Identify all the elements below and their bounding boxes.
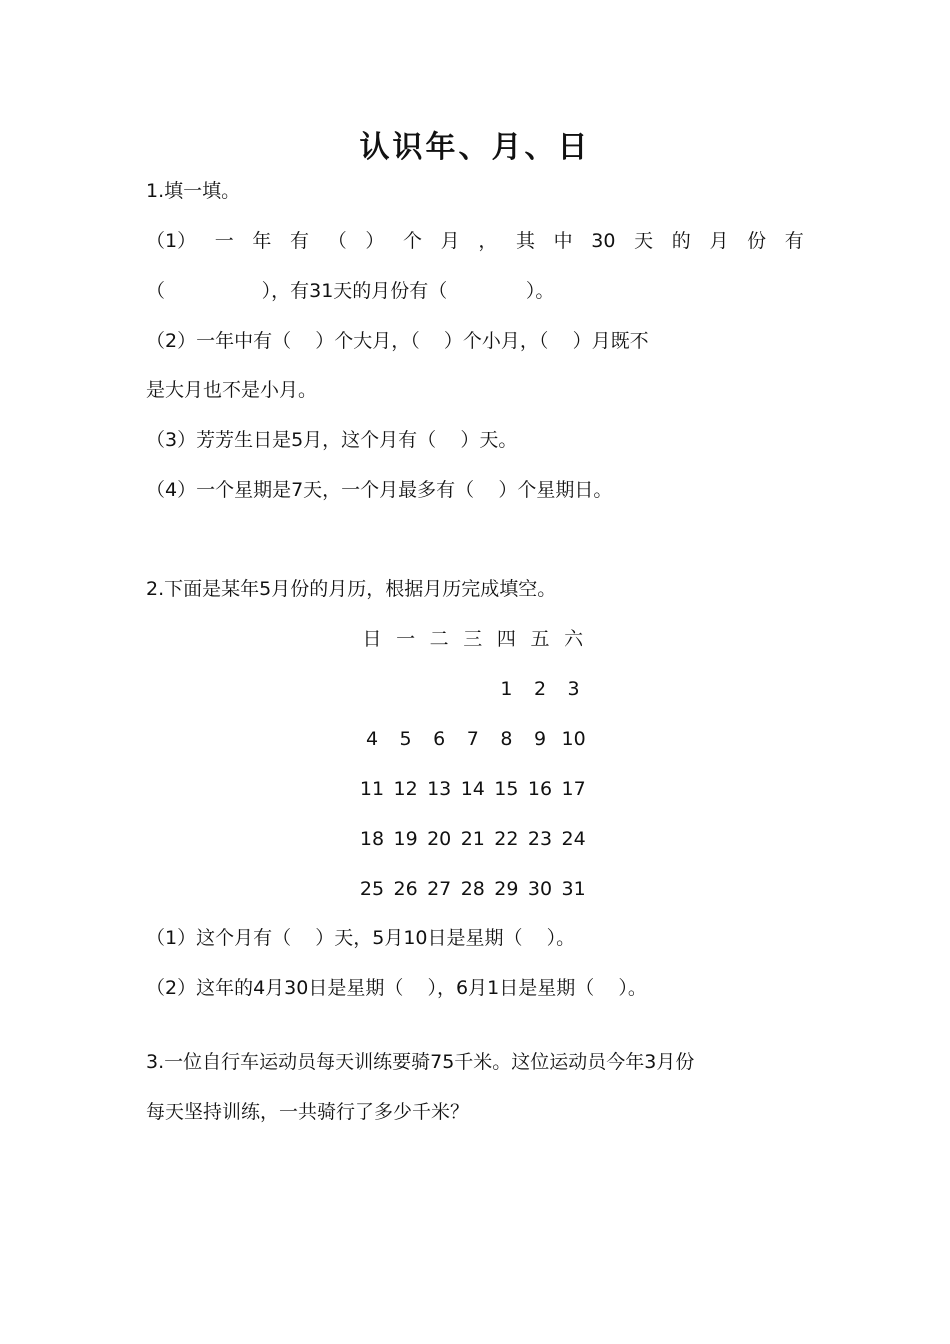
calendar-day: 22 (494, 828, 519, 850)
calendar-day: 15 (494, 778, 519, 800)
q1-part4: （4）一个星期是7天，一个月最多有（ ）个星期日。 (146, 479, 613, 501)
q1-part1-token: （ (327, 230, 347, 252)
calendar-week-row (355, 826, 595, 852)
q3-line2: 每天坚持训练，一共骑行了多少千米？ (146, 1101, 470, 1123)
q1-part1-token: 其 (515, 230, 535, 252)
q2-part1: （1）这个月有（ ）天，5月10日是星期（ ）。 (146, 927, 576, 949)
q1-part1-line1 (146, 228, 804, 254)
calendar-day: 24 (561, 828, 586, 850)
q1-part3: （3）芳芳生日是5月，这个月有（ ）天。 (146, 429, 518, 451)
q1-part1-token: 年 (252, 230, 272, 252)
calendar-day: 28 (460, 878, 485, 900)
calendar-day: 30 (527, 878, 553, 900)
calendar-day: 23 (527, 828, 553, 850)
q1-part1-line2: （ ），有31天的月份有（ ）。 (146, 280, 555, 302)
calendar-day: 25 (359, 878, 385, 900)
calendar-day: 7 (466, 728, 479, 750)
calendar-day: 19 (393, 828, 418, 850)
q3-line1: 3.一位自行车运动员每天训练要骑75千米。这位运动员今年3月份 (146, 1051, 695, 1073)
calendar-weekday: 二 (429, 628, 449, 650)
q1-part2-line2: 是大月也不是小月。 (146, 379, 318, 401)
calendar-day: 1 (500, 678, 513, 700)
calendar-day: 3 (567, 678, 580, 700)
q1-part1-token: 中 (553, 230, 573, 252)
calendar-weekday: 五 (530, 628, 550, 650)
calendar-weekday: 六 (564, 628, 584, 650)
calendar-weekday: 四 (496, 628, 516, 650)
calendar-day: 4 (365, 728, 379, 750)
calendar-weekday: 日 (362, 628, 382, 650)
calendar-day: 31 (561, 878, 586, 900)
calendar-weekday: 三 (463, 628, 483, 650)
calendar-day: 27 (427, 878, 452, 900)
q1-part1-token: 份 (747, 230, 767, 252)
calendar-week-row (355, 726, 595, 752)
q1-part1-token: 个 (403, 230, 423, 252)
calendar-weekday-row (355, 626, 595, 652)
q1-part1-token: ， (478, 230, 498, 252)
calendar-day: 8 (500, 728, 513, 750)
calendar-day: 9 (533, 728, 547, 750)
calendar-day: 14 (460, 778, 485, 800)
q1-part2-line1: （2）一年中有（ ）个大月，（ ）个小月，（ ）月既不 (146, 330, 649, 352)
calendar-day: 13 (427, 778, 452, 800)
calendar-day: 21 (460, 828, 485, 850)
q1-part1-token: 30 (591, 230, 616, 252)
calendar-day: 2 (533, 678, 547, 700)
q2-part2: （2）这年的4月30日是星期（ ），6月1日是星期（ ）。 (146, 977, 647, 999)
calendar-day: 10 (561, 728, 586, 750)
q1-part1-token: 一 (214, 230, 234, 252)
q1-part1-token: 天 (634, 230, 654, 252)
calendar-day: 17 (561, 778, 586, 800)
calendar-week-row (355, 676, 595, 702)
calendar-week-row (355, 776, 595, 802)
q1-part1-token: 月 (709, 230, 729, 252)
q1-part1-token: 有 (784, 230, 804, 252)
q1-part1-token: 有 (290, 230, 310, 252)
calendar-day: 11 (359, 778, 385, 800)
calendar-week-row (355, 876, 595, 902)
calendar-day: 20 (427, 828, 452, 850)
q1-part1-token: 月 (440, 230, 460, 252)
calendar-day: 12 (393, 778, 418, 800)
q2-heading: 2.下面是某年5月份的月历，根据月历完成填空。 (146, 578, 557, 600)
calendar-day: 29 (494, 878, 519, 900)
q1-part1-token: （1） (146, 230, 197, 252)
q1-part1-token: ） (365, 230, 385, 252)
q1-part1-token: 的 (671, 230, 691, 252)
calendar-day: 26 (393, 878, 418, 900)
calendar-day: 16 (527, 778, 553, 800)
q1-heading: 1.填一填。 (146, 180, 241, 202)
calendar-weekday: 一 (396, 628, 416, 650)
calendar-day: 5 (399, 728, 412, 750)
page-title: 认识年、月、日 (359, 130, 591, 165)
calendar-day: 18 (359, 828, 385, 850)
calendar-day: 6 (433, 728, 446, 750)
